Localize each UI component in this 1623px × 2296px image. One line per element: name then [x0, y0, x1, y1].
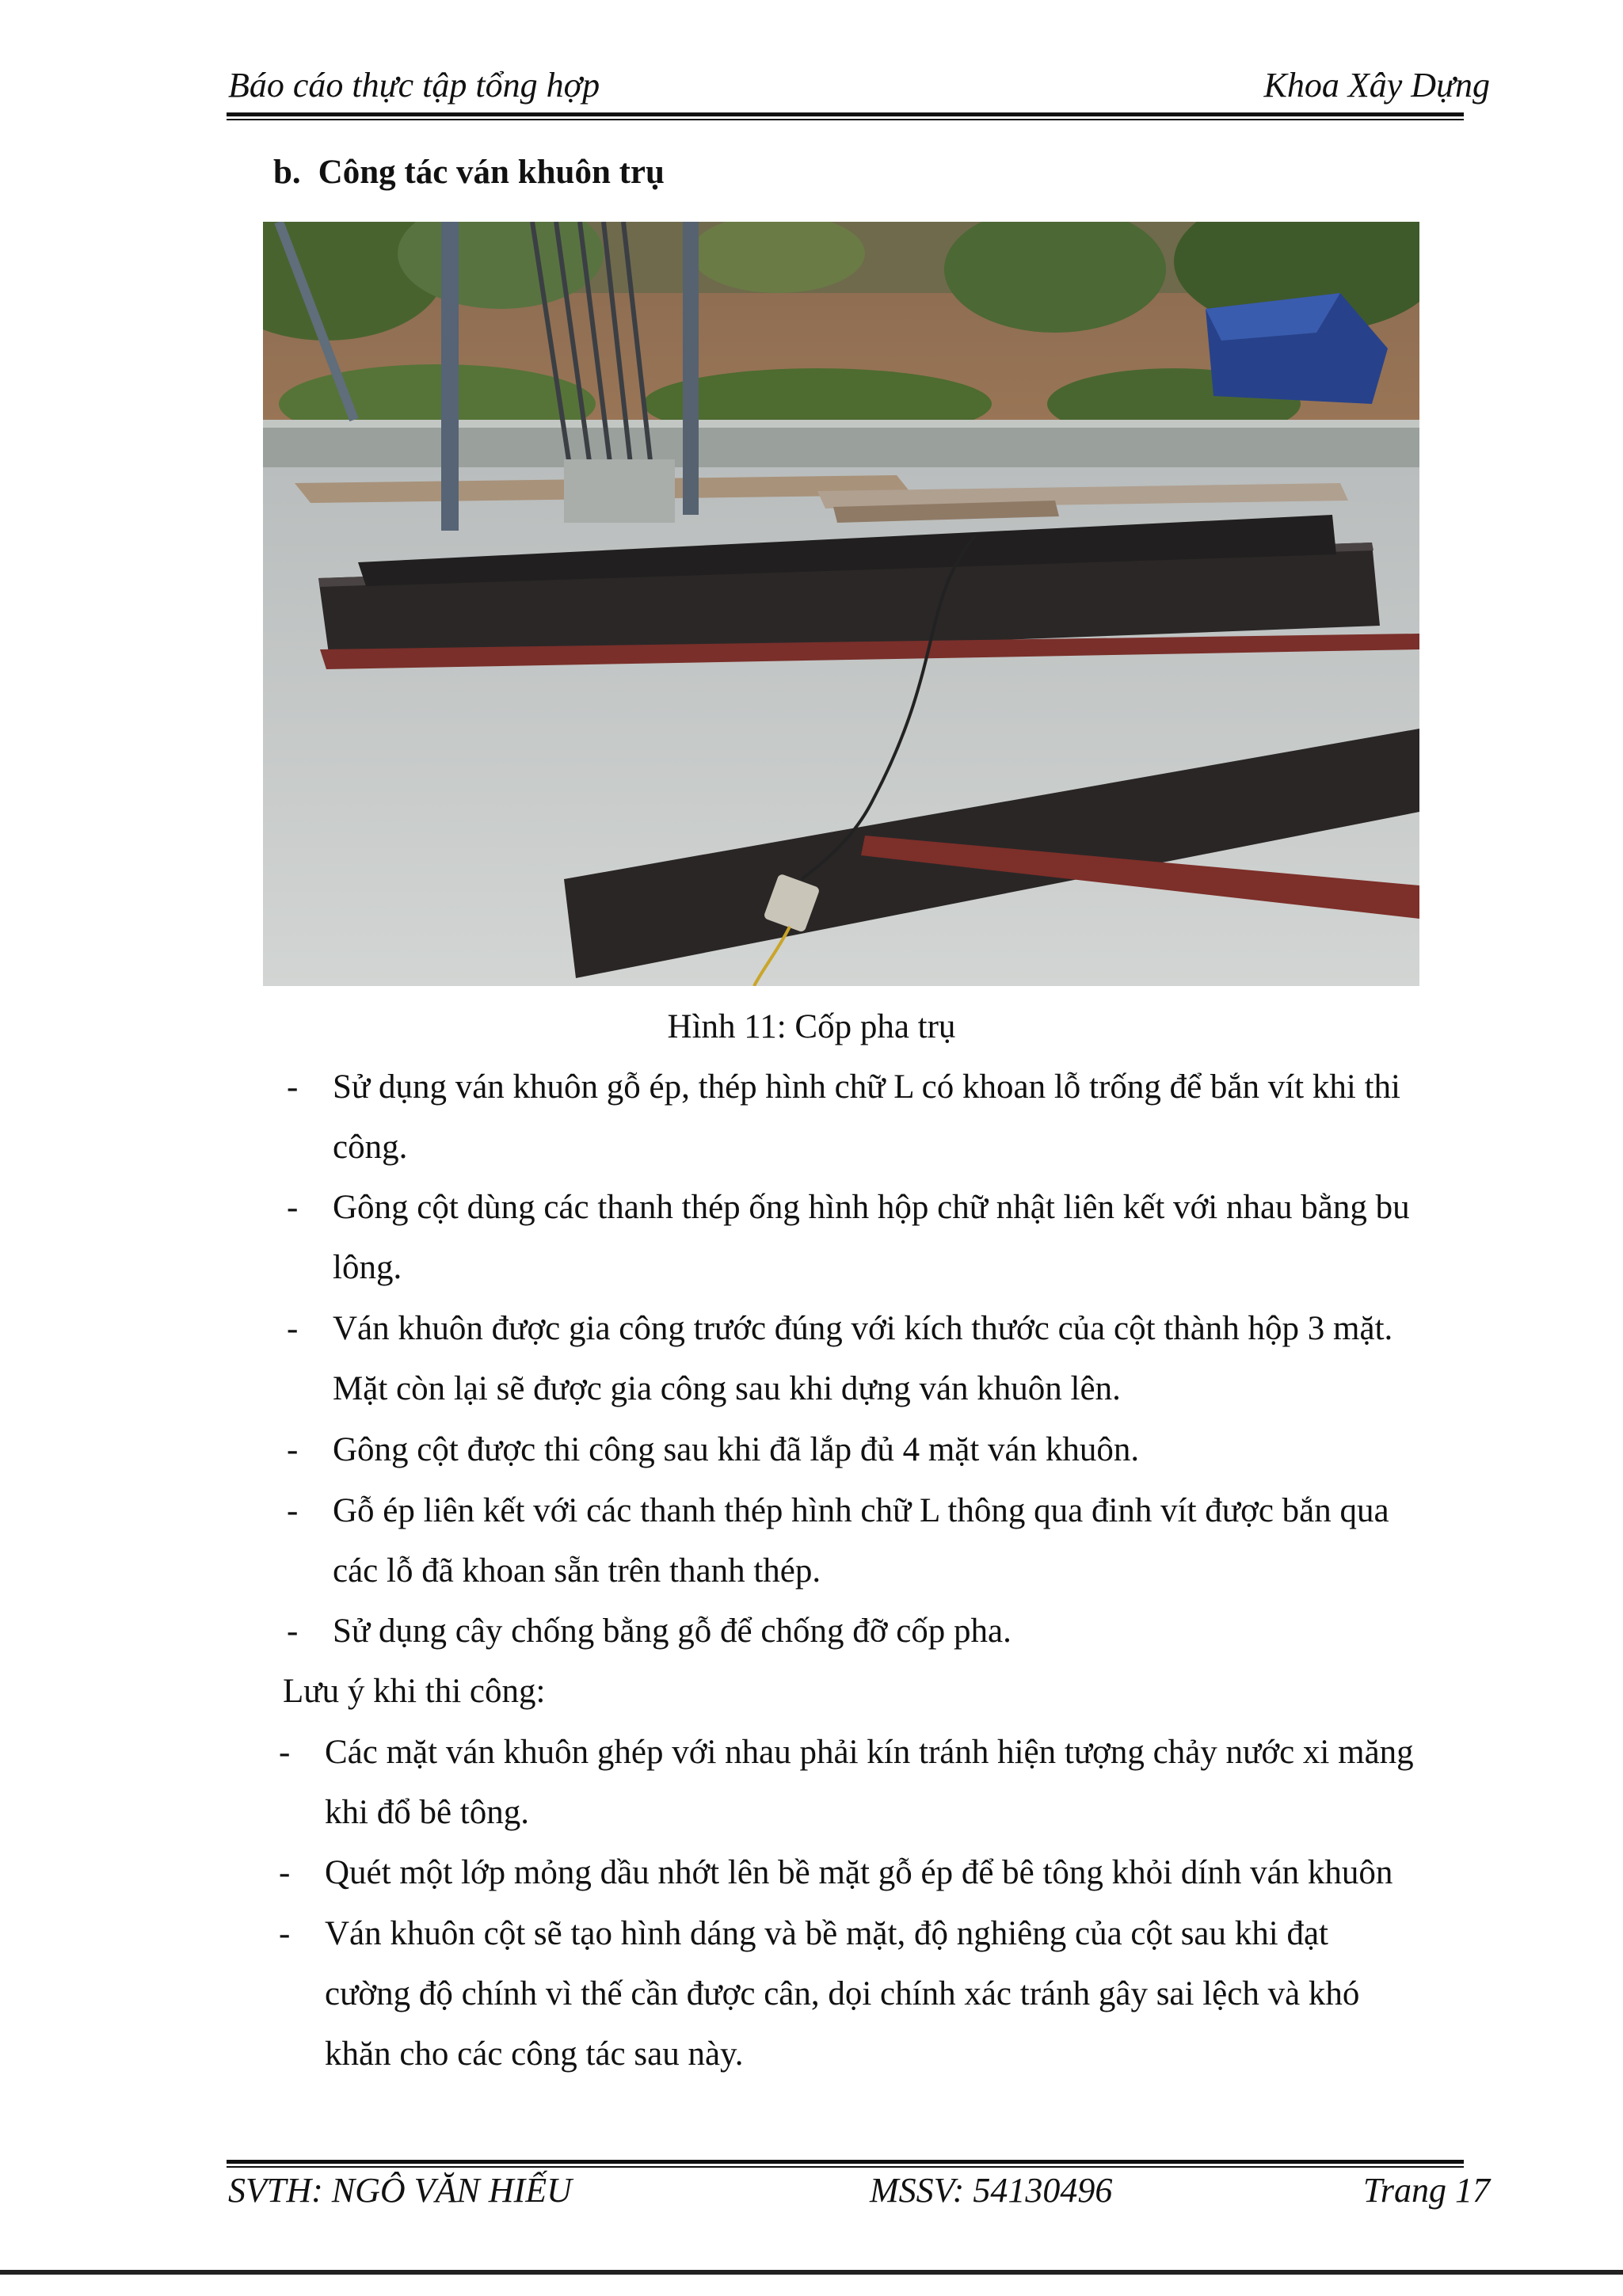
list-dash: -	[279, 1734, 291, 1771]
list-item-line1: Gông cột dùng các thanh thép ống hình hộp chữ nhật liên kết với nhau bằng bu	[333, 1189, 1410, 1226]
list-dash: -	[287, 1613, 299, 1650]
list-item-line1: Gông cột được thi công sau khi đã lắp đủ 4 mặt ván khuôn.	[333, 1431, 1140, 1468]
figure-caption: Hình 11: Cốp pha trụ	[667, 1008, 956, 1045]
header-department: Khoa Xây Dựng	[1263, 66, 1490, 105]
note-heading: Lưu ý khi thi công:	[283, 1673, 546, 1710]
list-item-line1: Sử dụng ván khuôn gỗ ép, thép hình chữ L có khoan lỗ trống để bắn vít khi thi	[333, 1068, 1400, 1106]
list-item-line3: khăn cho các công tác sau này.	[325, 2035, 744, 2073]
footer-student-id: MSSV: 54130496	[870, 2171, 1113, 2210]
page-bottom-edge	[0, 2270, 1623, 2275]
section-letter: b.	[273, 154, 301, 191]
list-dash: -	[287, 1492, 299, 1529]
formwork-photo	[263, 222, 1419, 986]
list-item-line2: khi đổ bê tông.	[325, 1794, 529, 1831]
list-dash: -	[287, 1189, 299, 1226]
header-rule-thin	[227, 119, 1464, 120]
list-item-line1: Quét một lớp mỏng dầu nhớt lên bề mặt gỗ ép để bê tông khỏi dính ván khuôn	[325, 1854, 1393, 1891]
list-item-line2: công.	[333, 1129, 408, 1166]
formwork-photo-illustration	[263, 222, 1419, 986]
list-item-line1: Ván khuôn được gia công trước đúng với kích thước của cột thành hộp 3 mặt.	[333, 1310, 1393, 1347]
footer-rule	[227, 2160, 1464, 2164]
list-dash: -	[287, 1310, 299, 1347]
header-rule	[227, 112, 1464, 116]
list-item-line1: Các mặt ván khuôn ghép với nhau phải kín tránh hiện tượng chảy nước xi măng	[325, 1734, 1414, 1771]
list-dash: -	[279, 1854, 291, 1891]
footer-rule-thin	[227, 2166, 1464, 2168]
list-item-line2: cường độ chính vì thế cần được cân, dọi chính xác tránh gây sai lệch và khó	[325, 1975, 1360, 2012]
footer-student: SVTH: NGÔ VĂN HIẾU	[228, 2171, 572, 2210]
list-item-line2: Mặt còn lại sẽ được gia công sau khi dựng ván khuôn lên.	[333, 1370, 1121, 1407]
section-heading	[273, 153, 665, 192]
list-item-line1: Ván khuôn cột sẽ tạo hình dáng và bề mặt, độ nghiêng của cột sau khi đạt	[325, 1915, 1328, 1952]
header-report-title: Báo cáo thực tập tổng hợp	[228, 66, 600, 105]
list-item-line2: các lỗ đã khoan sẵn trên thanh thép.	[333, 1552, 821, 1590]
list-item-line1: Gỗ ép liên kết với các thanh thép hình chữ L thông qua đinh vít được bắn qua	[333, 1492, 1389, 1529]
list-dash: -	[287, 1068, 299, 1106]
list-item-line2: lông.	[333, 1249, 402, 1286]
section-title: Công tác ván khuôn trụ	[318, 154, 665, 191]
footer-page-number: Trang 17	[1362, 2171, 1490, 2210]
list-dash: -	[279, 1915, 291, 1952]
list-item-line1: Sử dụng cây chống bằng gỗ để chống đỡ cốp pha.	[333, 1613, 1012, 1650]
list-dash: -	[287, 1431, 299, 1468]
